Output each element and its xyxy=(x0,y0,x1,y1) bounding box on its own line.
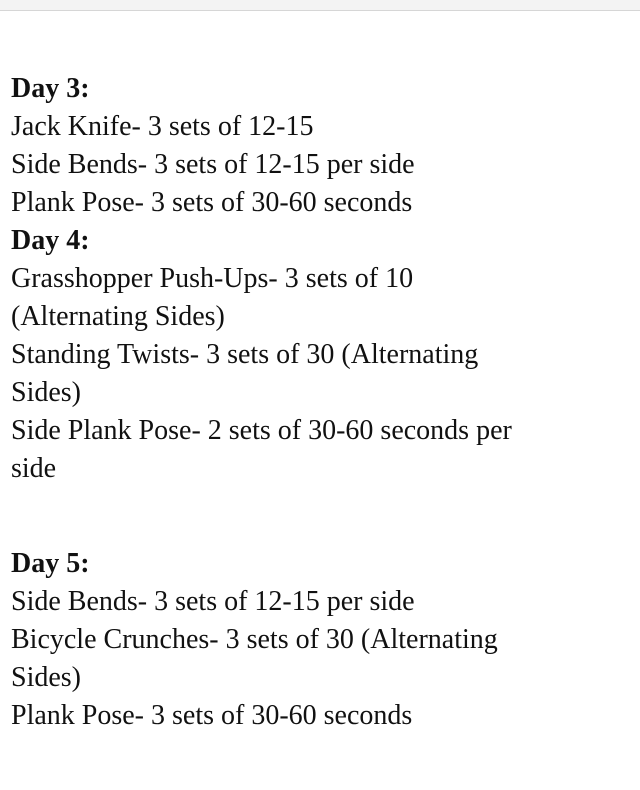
day-3-exercise-line: Plank Pose- 3 sets of 30-60 seconds xyxy=(11,187,413,218)
paragraph-gap xyxy=(11,488,631,545)
day-4-exercise-line: Grasshopper Push-Ups- 3 sets of 10 xyxy=(11,263,414,294)
day-5-exercise-line: Bicycle Crunches- 3 sets of 30 (Alternating xyxy=(11,624,498,655)
day-4-heading: Day 4: xyxy=(11,225,90,256)
day-4-exercise-line: Side Plank Pose- 2 sets of 30-60 seconds per xyxy=(11,415,512,446)
window-top-bar xyxy=(0,0,640,11)
day-5-exercise-line: Plank Pose- 3 sets of 30-60 seconds xyxy=(11,700,413,731)
day-4-exercise-line: side xyxy=(11,453,57,484)
day-4-exercise-line: Sides) xyxy=(11,377,81,408)
day-4-exercise-line: (Alternating Sides) xyxy=(11,301,225,332)
day-5-exercise-line: Side Bends- 3 sets of 12-15 per side xyxy=(11,586,415,617)
day-4-exercise-line: Standing Twists- 3 sets of 30 (Alternating xyxy=(11,339,479,370)
day-3-exercise-line: Jack Knife- 3 sets of 12-15 xyxy=(11,111,314,142)
day-5-exercise-line: Sides) xyxy=(11,662,81,693)
day-5-heading: Day 5: xyxy=(11,548,90,579)
day-3-exercise-line: Side Bends- 3 sets of 12-15 per side xyxy=(11,149,415,180)
workout-document xyxy=(11,70,631,735)
day-3-heading: Day 3: xyxy=(11,73,90,104)
